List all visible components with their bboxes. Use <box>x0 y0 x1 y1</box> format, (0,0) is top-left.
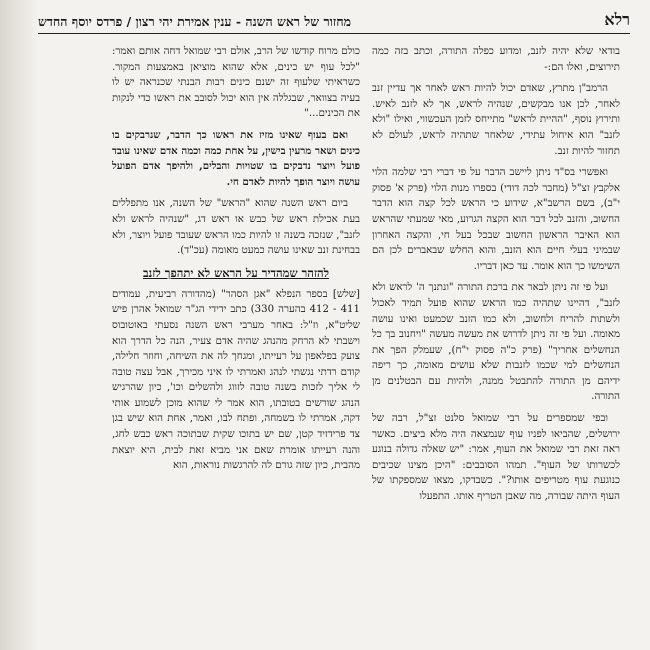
paragraph: ובפי שמספרים על רבי שמואל סלנט זצ"ל, רבה של ירושלים, שהביאו לפניו עוף שנמצאה היה מלא ביצים. כאשר ראה זאת רבי שמואל את העוף, אמר: "יש שאלה גדולה בנוגע לכשרותו של העוף". תמהו הסובבים: "היכן מצינו שכיבים כנוגעת עוף מטריפים אותו?". כשבדקו, מצאו שמספקתו של העוף היתה שבורה, מה שאבן הטריף אותו. התפעלו <box>372 413 620 503</box>
paragraph: ואפשרי בס"ד ניתן ליישב הדבר על פי דברי רבי שלמה הלוי אלקבץ זצ"ל (מחבר לכה דודי) בספרו מנות הלוי (פרק א' פסוק י"ב), בשם הרשב"א, שידוע כי הראש לכל קצה הוא הדבר החשוב, והזנב לכל דבר הוא הקצה הגרוע, מאי שמעתי שהראש הוא האיבר הראשון החשוב שבכל בעל חי, והקצה האחרון שבמיני בעלי חיים הוא הזנב, והוא החלש שבאברים לכן הם השימשו כך הוא אומר. עד כאן דבריו. <box>372 167 620 272</box>
paragraph: [שלש] בספר הנפלא "אגן הסהר" (מהדורה רביעית, עמודים 411 - 412 בהערה 330) כתב ידידי הג"ר שמואל אהרן פיש שליט"א, וז"ל: באחר מערבי ראש השנה נסעתי באוטובוס וישבתי לא הרחק מהנהג שהיה אדם צעיר, הנה כל הדרך הוא צועק בפלאפון על רעייתו, ומגחך לה את השיחה, וחוזר חלילה, קודם רדתי נגשתי לנהג ואמרתי לו איני מכירך, אבל עצה טובה לי אליך לזכות בשנה טובה לזווג ולהשלים וכו', כיון שהרגיש הנהג שורשים בטובתו, הוא אמר לי שהוא מוכן לשמוע אותי דקה, אמרתי לו בשמחה, ופתח לבו, ואמר, אחת הוא שיש בגן צד פרידזיד קטן, שם יש בתוכו שקית שבתוכה ראש כבש לחג, והנה רעייתו אומרת שאם אני מביא זאת לבית, היא יוצאת מהבית, כיון שזה גורם לה להרגשות נוראות, הוא <box>112 288 360 472</box>
paragraph: ואם בעוף שאינו מזיז את ראשו כך הדבר, שנרבקים בו כינים ושאר מרעין בישין, על אחת כמה וכמה אדם שאינו עובד פועל ויוצר נדבקים בו שטויות והבלים, ולהיפך אדם הפועל עושה ויוצר הופך להיות לאדם חי. <box>112 128 360 188</box>
section-title: להזהר שמהדיר על הראש לא יתהפך לזנב <box>142 265 330 280</box>
left-column <box>112 44 360 634</box>
paragraph: ועל פי זה ניתן לבאר את ברכת התורה "ונתנך ה' לראש ולא לזנב", דהיינו שתהיה כמו הראש שהוא פועל תמיד לאכול ולשתות להריח ולחשוב, ולא כמו הזנב שכמעט ואינו עושה מאומה. ועל פי זה ניתן לדרוש את מעשה מעשה "ויחנוב בך כל הנחשלים אחריך" (פרק כ"ה פסוק י"ח), שעמלק הפך את הנחשלים למי שכמו לזנבות שלא עושים מאומה, כך ריפה ידיהם מן התורה להתבטל ממנה, ולהיות עם הבטלנים מן התורה. <box>372 282 620 403</box>
paragraph: הרמב"ן מתרץ, שאדם יכול להיות ראש לאחר אך עדיין זנב לאחר, לכן אנו מבקשים, שנהיה לראש, אך לא לזנב לאיש. ותירוץ נוסף, "ההיית לראש" מתייחס לזמן העכשווי, ואילו "ולא לזנב" הוא איחול עתידי, שלאחר שתהיה לראש, לעולם לא תחזור להיות זנב. <box>372 83 620 157</box>
paragraph: ביום ראש השנה שהוא "הראש" של השנה, אנו מתפללים בעת אכילת ראש של כבש או ראש דג, "שנהיה לראש ולא לזנב", שנזכה בשנה זו להיות כמו הראש שעובד פועל ויוצר, ולא בבחינת זנב שאינו עושה כמעט מאומה (עכ"ד). <box>112 198 360 257</box>
page-gutter-shadow <box>0 0 38 650</box>
paragraph: כולם מרוח קודשו של הרב, אולם רבי שמואל דחה אותם ואמר: "לכל עוף יש כינים, אלא שהוא מוציאן באמצעות המקור. כשראיתי שלעוף זה ישנם כינים רבות הבנתי שכנראה יש לו בעיה בצוואר, שבגללה אין הוא יכול לסובב את ראשו כדי לנקות את הכינים..." <box>112 46 360 120</box>
right-column <box>372 44 620 634</box>
page-number: רלא <box>604 10 630 29</box>
running-title: מחזור של ראש השנה - ענין אמירת יהי רצון / פרדס יוסף החדש <box>38 14 352 29</box>
paragraph: בודאי שלא יהיה לזנב, ומדוע כפלה התורה, וכתב בזה כמה תירוצים, ואלו הם:- <box>372 46 620 73</box>
running-header <box>38 10 630 34</box>
